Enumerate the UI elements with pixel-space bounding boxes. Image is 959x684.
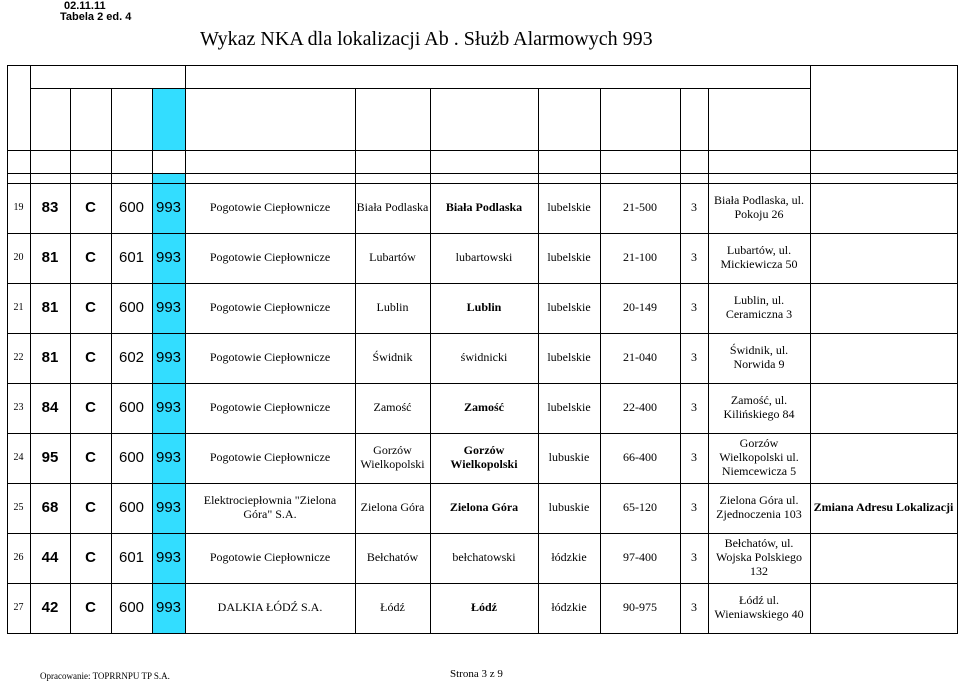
cell-z: 3 bbox=[691, 300, 697, 315]
cell-miasto: Świdnik bbox=[372, 350, 413, 365]
cell-nazwa: Pogotowie Ciepłownicze bbox=[209, 550, 331, 565]
cell-powiat: Gorzów Wielkopolski bbox=[450, 443, 518, 471]
cell-nr: 993 bbox=[155, 349, 182, 367]
cell-nazwa: Pogotowie Ciepłownicze bbox=[209, 250, 331, 265]
cell-wsn: 81 bbox=[41, 349, 59, 367]
cell-woj: łódzkie bbox=[551, 600, 587, 615]
cell-adres: Lublin, ul. Ceramiczna 3 bbox=[725, 293, 793, 321]
column-number bbox=[430, 150, 538, 173]
cell-nazwa: Pogotowie Ciepłownicze bbox=[209, 300, 331, 315]
cell-woj: lubelskie bbox=[547, 350, 591, 365]
page-title: Wykaz NKA dla lokalizacji Ab . Służb Alarmowych 993 bbox=[200, 28, 653, 50]
cell-lp: 20 bbox=[13, 252, 24, 264]
column-number bbox=[185, 150, 355, 173]
cell-kod: 65-120 bbox=[623, 500, 657, 515]
header-miasto bbox=[355, 88, 430, 150]
cell-wyr: C bbox=[85, 549, 96, 567]
cell-adres: Biała Podlaska, ul. Pokoju 26 bbox=[714, 193, 804, 221]
cell-uwagi bbox=[810, 283, 957, 333]
cell-woj: lubuskie bbox=[548, 450, 590, 465]
cell-wsn: 95 bbox=[41, 449, 59, 467]
cell-idl: 600 bbox=[118, 199, 145, 217]
header-uwagi bbox=[810, 65, 957, 150]
cell-z: 3 bbox=[691, 450, 697, 465]
column-number bbox=[152, 150, 185, 173]
cell-nr: 993 bbox=[155, 249, 182, 267]
cell-wyr: C bbox=[85, 349, 96, 367]
grid-line-h bbox=[7, 173, 958, 174]
cell-powiat: Zamość bbox=[464, 400, 504, 415]
cell-wyr: C bbox=[85, 599, 96, 617]
header-nka-group bbox=[30, 65, 185, 88]
cell-z: 3 bbox=[691, 400, 697, 415]
column-number bbox=[810, 150, 957, 173]
cell-miasto: Zielona Góra bbox=[360, 500, 425, 515]
cell-wsn: 84 bbox=[41, 399, 59, 417]
cell-powiat: Zielona Góra bbox=[449, 500, 519, 515]
cell-nr: 993 bbox=[155, 549, 182, 567]
cell-wyr: C bbox=[85, 299, 96, 317]
cell-uwagi bbox=[810, 333, 957, 383]
cell-idl: 600 bbox=[118, 399, 145, 417]
cell-z: 3 bbox=[691, 350, 697, 365]
cell-nr: 993 bbox=[155, 399, 182, 417]
cell-wyr: C bbox=[85, 249, 96, 267]
cell-miasto: Zamość bbox=[373, 400, 412, 415]
cell-nr: 993 bbox=[155, 599, 182, 617]
cell-wsn: 42 bbox=[41, 599, 59, 617]
cell-wyr: C bbox=[85, 399, 96, 417]
cell-uwagi bbox=[810, 233, 957, 283]
cell-idl: 601 bbox=[118, 249, 145, 267]
column-number bbox=[708, 150, 810, 173]
cell-woj: lubuskie bbox=[548, 500, 590, 515]
header-zlok bbox=[680, 88, 708, 150]
cell-idl: 600 bbox=[118, 599, 145, 617]
cell-idl: 602 bbox=[118, 349, 145, 367]
cell-wyr: C bbox=[85, 499, 96, 517]
cell-powiat: Lublin bbox=[466, 300, 502, 315]
cell-kod: 90-975 bbox=[623, 600, 657, 615]
cell-z: 3 bbox=[691, 500, 697, 515]
header-lp bbox=[7, 65, 30, 150]
cell-nr: 993 bbox=[155, 449, 182, 467]
cell-idl: 600 bbox=[118, 499, 145, 517]
cell-woj: lubelskie bbox=[547, 250, 591, 265]
cell-idl: 600 bbox=[118, 299, 145, 317]
cell-miasto: Lubartów bbox=[369, 250, 416, 265]
cell-adres: Łódź ul. Wieniawskiego 40 bbox=[714, 593, 804, 621]
cell-nazwa: Elektrociepłownia "Zielona Góra" S.A. bbox=[203, 493, 337, 521]
grid-line-v bbox=[957, 65, 958, 634]
cell-adres: Bełchatów, ul. Wojska Polskiego 132 bbox=[715, 536, 803, 578]
column-number bbox=[538, 150, 600, 173]
cell-nazwa: Pogotowie Ciepłownicze bbox=[209, 350, 331, 365]
header-nazwa bbox=[185, 88, 355, 150]
grid-line-h bbox=[7, 633, 958, 634]
cell-idl: 601 bbox=[118, 549, 145, 567]
cell-adres: Gorzów Wielkopolski ul. Niemcewicza 5 bbox=[719, 436, 799, 478]
column-number bbox=[70, 150, 111, 173]
footer-author: Opracowanie: TOPRRNPU TP S.A. bbox=[40, 671, 170, 681]
cell-powiat: świdnicki bbox=[460, 350, 508, 365]
cell-woj: lubelskie bbox=[547, 200, 591, 215]
cell-wsn: 81 bbox=[41, 299, 59, 317]
column-number bbox=[600, 150, 680, 173]
header-powiat bbox=[430, 88, 538, 150]
cell-z: 3 bbox=[691, 200, 697, 215]
cell-kod: 21-500 bbox=[623, 200, 657, 215]
cell-nazwa: Pogotowie Ciepłownicze bbox=[209, 200, 331, 215]
cell-wyr: C bbox=[85, 449, 96, 467]
cell-uwagi bbox=[810, 183, 957, 233]
cell-wsn: 83 bbox=[41, 199, 59, 217]
cell-z: 3 bbox=[691, 600, 697, 615]
header-location-group bbox=[185, 65, 810, 88]
column-number bbox=[355, 150, 430, 173]
cell-uwagi bbox=[810, 433, 957, 483]
cell-lp: 19 bbox=[13, 202, 24, 214]
header-wojewodztwo bbox=[538, 88, 600, 150]
column-number bbox=[680, 150, 708, 173]
cell-kod: 20-149 bbox=[623, 300, 657, 315]
cell-kod: 21-100 bbox=[623, 250, 657, 265]
cell-nr: 993 bbox=[155, 199, 182, 217]
cell-adres: Zielona Góra ul. Zjednoczenia 103 bbox=[716, 493, 802, 521]
cell-woj: lubelskie bbox=[547, 400, 591, 415]
cell-powiat: bełchatowski bbox=[452, 550, 516, 565]
cell-miasto: Lublin bbox=[376, 300, 409, 315]
cell-wsn: 44 bbox=[41, 549, 59, 567]
cell-wyr: C bbox=[85, 199, 96, 217]
cell-uwagi bbox=[810, 533, 957, 583]
cell-nr: 993 bbox=[155, 299, 182, 317]
cell-miasto: Łódź bbox=[380, 600, 405, 615]
cell-kod: 97-400 bbox=[623, 550, 657, 565]
cell-adres: Lubartów, ul. Mickiewicza 50 bbox=[720, 243, 798, 271]
cell-lp: 25 bbox=[13, 502, 24, 514]
cell-wsn: 81 bbox=[41, 249, 59, 267]
table-number-label: Tabela 2 ed. 4 bbox=[60, 11, 132, 23]
cell-adres: Świdnik, ul. Norwida 9 bbox=[729, 343, 789, 371]
cell-uwagi bbox=[810, 383, 957, 433]
cell-lp: 21 bbox=[13, 302, 24, 314]
footer-page-number: Strona 3 z 9 bbox=[450, 668, 503, 680]
cell-powiat: lubartowski bbox=[455, 250, 513, 265]
cell-kod: 66-400 bbox=[623, 450, 657, 465]
cell-lp: 24 bbox=[13, 452, 24, 464]
column-number bbox=[111, 150, 152, 173]
cell-idl: 600 bbox=[118, 449, 145, 467]
cell-wsn: 68 bbox=[41, 499, 59, 517]
cell-nr: 993 bbox=[155, 499, 182, 517]
cell-miasto: Bełchatów bbox=[366, 550, 419, 565]
cell-uwagi: Zmiana Adresu Lokalizacji bbox=[813, 500, 954, 515]
header-wsn bbox=[30, 88, 70, 150]
cell-powiat: Biała Podlaska bbox=[445, 200, 523, 215]
cell-kod: 21-040 bbox=[623, 350, 657, 365]
cell-nazwa: Pogotowie Ciepłownicze bbox=[209, 400, 331, 415]
cell-nazwa: Pogotowie Ciepłownicze bbox=[209, 450, 331, 465]
cell-woj: łódzkie bbox=[551, 550, 587, 565]
cell-lp: 26 bbox=[13, 552, 24, 564]
column-number bbox=[7, 150, 30, 173]
cell-miasto: Gorzów Wielkopolski bbox=[360, 443, 425, 471]
header-nr bbox=[152, 88, 185, 150]
header-idl bbox=[111, 88, 152, 150]
column-number bbox=[30, 150, 70, 173]
header-wyroznik bbox=[70, 88, 111, 150]
header-kod bbox=[600, 88, 680, 150]
cell-adres: Zamość, ul. Kilińskiego 84 bbox=[723, 393, 795, 421]
cell-lp: 23 bbox=[13, 402, 24, 414]
cell-woj: lubelskie bbox=[547, 300, 591, 315]
date-label: 02.11.11 bbox=[64, 0, 106, 12]
cell-powiat: Łódź bbox=[470, 600, 497, 615]
cell-z: 3 bbox=[691, 250, 697, 265]
cell-lp: 22 bbox=[13, 352, 24, 364]
cell-z: 3 bbox=[691, 550, 697, 565]
cell-kod: 22-400 bbox=[623, 400, 657, 415]
header-adres bbox=[708, 88, 810, 150]
cell-miasto: Biała Podlaska bbox=[356, 200, 429, 215]
cell-lp: 27 bbox=[13, 602, 24, 614]
cell-nazwa: DALKIA ŁÓDŹ S.A. bbox=[217, 600, 323, 615]
cell-uwagi bbox=[810, 583, 957, 633]
